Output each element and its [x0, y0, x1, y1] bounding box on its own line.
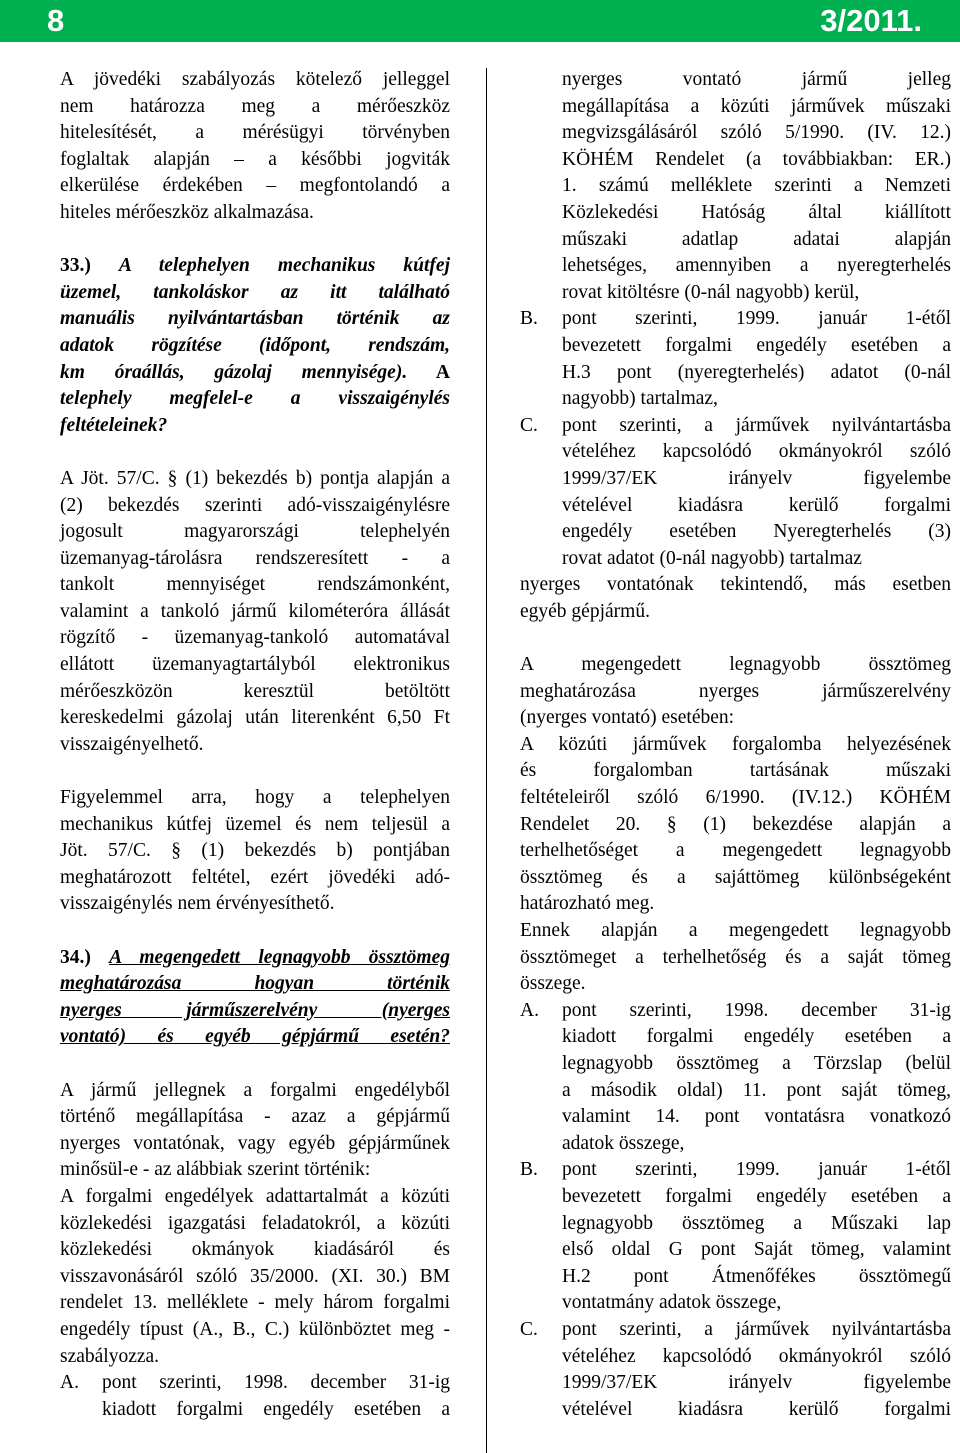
text-line: mérőeszközön keresztül betöltött: [60, 680, 450, 702]
list-text: [562, 413, 951, 573]
question-34-text: [60, 945, 450, 1051]
text-line: KÖHÉM Rendelet (a továbbiakban: ER.): [562, 148, 951, 170]
text-line: pont szerinti, 1999. január 1-étől: [562, 1159, 951, 1181]
text-line: jogosult magyarországi telephelyén: [60, 521, 450, 543]
text-line: pont szerinti, 1999. január 1-étől: [562, 308, 951, 330]
text-line: pont szerinti, a járművek nyilvántartásba: [562, 1318, 951, 1340]
text-line: legnagyobb össztömeg a Törzslap (belül: [562, 1052, 951, 1074]
text-line: lehetséges, amennyiben a nyeregterhelés: [562, 255, 951, 277]
text-line: össztömeg és a sajáttömeg különbségeként: [520, 866, 951, 888]
text-line: Közlekedési Hatóság által kiállított: [562, 201, 951, 223]
text-line: valamint a tankoló jármű kilométeróra állását: [60, 600, 450, 622]
text-line: egyéb gépjármű.: [520, 600, 650, 622]
right-column: [520, 67, 951, 1423]
text-line: megvizsgálásáról szóló 5/1990. (IV. 12.): [562, 122, 951, 144]
text-line: 1. számú melléklete szerinti a Nemzeti: [562, 175, 951, 197]
list-label: B.: [520, 308, 538, 330]
text-line: a második oldal) 11. pont saját tömeg,: [562, 1079, 951, 1101]
list-text: [562, 1157, 951, 1317]
text-line: nyerges vontatónak tekintendő, más esetben: [520, 574, 951, 596]
list-item-c: [520, 413, 951, 573]
list-text: [562, 1317, 951, 1423]
text-line: pont szerinti, 1998. december 31-ig: [562, 999, 951, 1021]
text-line: összege.: [520, 973, 586, 995]
text-line: Rendelet 20. § (1) bekezdése alapján a: [520, 813, 951, 835]
text-line: nagyobb) tartalmaz,: [562, 388, 718, 410]
text-line: határozható meg.: [520, 893, 655, 915]
text-line: rovat adatot (0-nál nagyobb) tartalmaz: [562, 547, 862, 569]
text-line: mechanikus kútfej üzemel és nem teljesül a: [60, 813, 450, 835]
list-label: C.: [520, 1318, 538, 1340]
list-label: C.: [520, 414, 538, 436]
text-line: tankolt mennyiséget rendszámonként,: [60, 574, 450, 596]
text-line: nyerges vontató jármű jelleg: [562, 69, 951, 90]
text-line: feltételeiről szóló 6/1990. (IV.12.) KÖHÉM: [520, 787, 951, 809]
question-33-text: [60, 253, 450, 439]
text-line: A jövedéki szabályozás kötelező jelleggel: [60, 69, 450, 90]
list-item-c2: [520, 1317, 951, 1423]
list-label: A.: [60, 1372, 79, 1394]
text-line: vételével kiadásra kerülő forgalmi: [562, 494, 951, 516]
list-label: B.: [520, 1159, 538, 1181]
text-line: adatok összege,: [562, 1132, 685, 1154]
text-line: manuális nyilvántartásban történik az: [60, 308, 450, 330]
text-line: A jármű jellegnek a forgalmi engedélyből: [60, 1079, 450, 1101]
text-line: bevezetett forgalmi engedély esetében a: [562, 1185, 951, 1207]
page-header-bar: [0, 0, 960, 42]
text-line: elkerülése érdekében – megfontolandó a: [60, 175, 450, 197]
text-line: km óraállás, gázolaj mennyisége). A: [60, 361, 450, 383]
text-line: A forgalmi engedélyek adattartalmát a közúti: [60, 1185, 450, 1207]
text-line: vontatmány adatok összege,: [562, 1292, 782, 1314]
text-line: A megengedett legnagyobb össztömeg: [520, 654, 951, 676]
text-line: Ennek alapján a megengedett legnagyobb: [520, 920, 951, 941]
text-line: pont szerinti, 1998. december 31-ig: [102, 1372, 450, 1394]
list-item-b: [520, 306, 951, 412]
text-line: visszavonásáról szóló 35/2000. (XI. 30.) BM: [60, 1265, 450, 1287]
section-2-paragraph: [520, 652, 951, 998]
text-line: vételéhez kapcsolódó okmányokról szóló: [562, 1345, 951, 1367]
text-line: foglaltak alapján – a későbbi jogviták: [60, 148, 450, 170]
text-line: visszaigénylés nem érvényesíthető.: [60, 893, 335, 915]
text-line: vételével kiadásra kerülő forgalmi: [562, 1398, 951, 1420]
text-line: A közúti járművek forgalomba helyezésének: [520, 733, 951, 755]
text-line: H.3 pont (nyeregterhelés) adatot (0-nál: [562, 361, 951, 383]
text-line: feltételeinek?: [60, 414, 168, 436]
text-line: 34.) A megengedett legnagyobb össztömeg: [60, 946, 450, 968]
text-line: visszaigényelhető.: [60, 733, 204, 755]
text-line: terhelhetőséget a megengedett legnagyobb: [520, 840, 951, 862]
text-line: rovat kitöltésre (0-nál nagyobb) kerül,: [562, 281, 860, 303]
text-line: H.2 pont Átmenőfékes össztömegű: [562, 1265, 951, 1287]
intro-paragraph: [60, 67, 450, 227]
list-text: [562, 306, 951, 412]
continued-paragraph: [520, 67, 951, 306]
text-line: és forgalomban tartásának műszaki: [520, 760, 951, 782]
text-line: meghatározása hogyan történik: [60, 973, 450, 995]
text-line: (2) bekezdés szerinti adó-visszaigénylésre: [60, 494, 450, 516]
text-line: telephely megfelel-e a visszaigénylés: [60, 388, 450, 410]
text-line: történő megállapítása - azaz a gépjármű: [60, 1106, 450, 1128]
note-33-paragraph: [60, 785, 450, 918]
text-line: megállapítása a közúti járművek műszaki: [562, 95, 951, 117]
text-line: valamint 14. pont vontatásra vonatkozó: [562, 1106, 951, 1128]
text-line: minősül-e - az alábbiak szerint történik:: [60, 1159, 371, 1181]
text-line: üzemanyag-tárolásra rendszeresített - a: [60, 547, 450, 569]
text-line: 33.) A telephelyen mechanikus kútfej: [60, 255, 450, 277]
text-line: kiadott forgalmi engedély esetében a: [102, 1398, 450, 1420]
question-34: [60, 945, 450, 1051]
text-line: engedély esetében Nyeregterhelés (3): [562, 521, 951, 543]
text-line: első oldal G pont Saját tömeg, valamint: [562, 1239, 951, 1261]
text-line: vontató) és egyéb gépjármű esetén?: [60, 1026, 450, 1048]
left-column: [60, 67, 450, 1423]
text-line: hiteles mérőeszköz alkalmazása.: [60, 201, 314, 223]
text-line: meghatározott feltétel, ezért jövedéki adó-: [60, 866, 450, 888]
text-line: nem határozza meg a mérőeszköz: [60, 95, 450, 117]
list-item-a: [60, 1370, 450, 1423]
text-line: kereskedelmi gázolaj után literenként 6,50 Ft: [60, 707, 450, 729]
question-33: [60, 253, 450, 439]
text-line: A Jöt. 57/C. § (1) bekezdés b) pontja alapján a: [60, 467, 450, 489]
answer-34-paragraph: [60, 1078, 450, 1371]
text-line: üzemel, tankoláskor az itt található: [60, 281, 450, 303]
text-line: össztömeget a terhelhetőség és a saját tömeg: [520, 946, 951, 968]
question-number: 34.): [60, 946, 110, 968]
question-number: 33.): [60, 255, 119, 277]
text-line: nyerges vontatónak, vagy egyéb gépjárműnek: [60, 1132, 450, 1154]
list-label: A.: [520, 999, 539, 1021]
text-line: 1999/37/EK irányelv figyelembe: [562, 467, 951, 489]
list-text: [562, 998, 951, 1158]
text-line: kiadott forgalmi engedély esetében a: [562, 1026, 951, 1048]
page-number: 8: [47, 3, 65, 38]
text-line: meghatározása nyerges járműszerelvény: [520, 680, 951, 702]
answer-33-paragraph: [60, 466, 450, 759]
column-divider: [486, 68, 487, 1453]
text-line: bevezetett forgalmi engedély esetében a: [562, 334, 951, 356]
text-line: hitelesítését, a mérésügyi törvényben: [60, 122, 450, 144]
text-line: adatok rögzítése (időpont, rendszám,: [60, 334, 450, 356]
text-line: nyerges járműszerelvény (nyerges: [60, 999, 450, 1021]
text-line: Figyelemmel arra, hogy a telephelyen: [60, 787, 450, 809]
text-line: vételéhez kapcsolódó okmányokról szóló: [562, 441, 951, 463]
text-line: ellátott üzemanyagtartályból elektronikus: [60, 654, 450, 676]
text-line: pont szerinti, a járművek nyilvántartásba: [562, 414, 951, 436]
conclusion-paragraph: [520, 572, 951, 625]
text-line: rendelet 13. melléklete - mely három forgalmi: [60, 1292, 450, 1314]
text-line: 1999/37/EK irányelv figyelembe: [562, 1372, 951, 1394]
text-line: rögzítő - üzemanyag-tankoló automatával: [60, 627, 450, 649]
text-line: legnagyobb össztömeg a Műszaki lap: [562, 1212, 951, 1234]
text-line: műszaki adatlap adatai alapján: [562, 228, 951, 250]
list-text: [102, 1370, 450, 1423]
text-line: (nyerges vontató) esetében:: [520, 707, 735, 729]
text-line: szabályozza.: [60, 1345, 160, 1367]
text-line: közlekedési okmányok kiadásáról és: [60, 1239, 450, 1261]
list-item-b2: [520, 1157, 951, 1317]
text-line: engedély típust (A., B., C.) különböztet meg -: [60, 1318, 450, 1340]
issue-number: 3/2011.: [820, 3, 922, 38]
list-item-a2: [520, 998, 951, 1158]
text-line: közlekedési igazgatási feladatokról, a közúti: [60, 1212, 450, 1234]
text-line: Jöt. 57/C. § (1) bekezdés b) pontjában: [60, 840, 450, 862]
